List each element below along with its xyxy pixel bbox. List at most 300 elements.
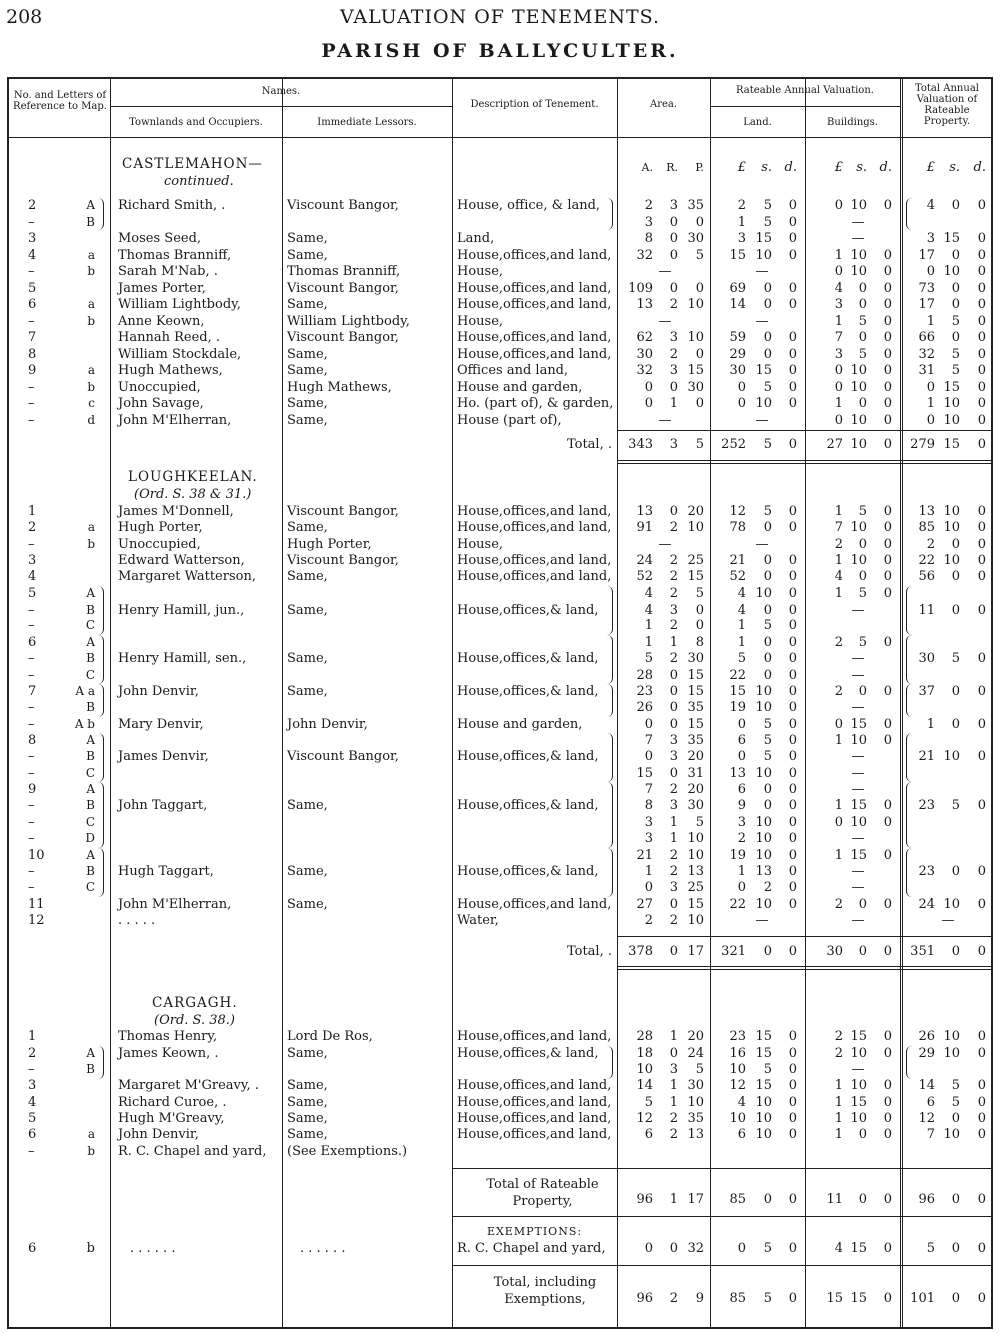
castlemahon-row-sub: b xyxy=(87,379,95,394)
loughkeelan-row-land: 6 xyxy=(737,733,746,748)
castlemahon-row-buildings-dash: — xyxy=(851,214,865,230)
castlemahon-row-total: 0 xyxy=(977,280,986,296)
loughkeelan-row-land: 78 xyxy=(729,520,746,535)
castlemahon-row-lessor: Thomas Branniff, xyxy=(287,264,401,279)
castlemahon-row-land: 15 xyxy=(755,363,772,378)
loughkeelan-row-land: 0 xyxy=(788,684,797,699)
loughkeelan-row-total: 0 xyxy=(977,717,986,732)
loughkeelan-row-area: 3 xyxy=(644,831,653,846)
cargagh-row-lessor: Same, xyxy=(287,1046,328,1061)
loughkeelan-row-land: 10 xyxy=(755,766,772,781)
loughkeelan-row-total: 21 xyxy=(918,749,935,764)
castlemahon-row-total: 5 xyxy=(951,346,960,362)
castlemahon-row-area: 0 xyxy=(644,396,653,411)
total-including-land: 85 xyxy=(729,1291,746,1306)
loughkeelan-row-no: 11 xyxy=(28,897,45,912)
loughkeelan-row-area: 1 xyxy=(644,864,653,879)
loughkeelan-row-land: 0 xyxy=(788,520,797,535)
total-including-buildings: 15 xyxy=(826,1291,843,1306)
castlemahon-row-total: 32 xyxy=(918,346,935,362)
cargagh-row-land: 10 xyxy=(755,1127,772,1142)
total-rateable-buildings: 0 xyxy=(858,1192,867,1207)
castlemahon-row-buildings: 0 xyxy=(883,396,892,411)
total-including-area: 2 xyxy=(669,1291,678,1306)
loughkeelan-row-area: 7 xyxy=(644,733,653,748)
loughkeelan-total-area: 0 xyxy=(669,944,678,959)
cargagh-row-buildings: 0 xyxy=(883,1111,892,1126)
total-including-area: 96 xyxy=(636,1291,653,1306)
loughkeelan-row-land: 0 xyxy=(788,586,797,601)
castlemahon-row-lessor: Hugh Mathews, xyxy=(287,379,392,395)
header-area: Area. xyxy=(649,99,678,110)
cargagh-row-description: House,offices,and land, xyxy=(457,1127,612,1142)
castlemahon-row-total: 0 xyxy=(977,363,986,378)
loughkeelan-row-land: 2 xyxy=(763,880,772,895)
loughkeelan-row-occupier: John Taggart, xyxy=(118,798,208,813)
loughkeelan-row-land: 0 xyxy=(788,635,797,650)
loughkeelan-row-area: 4 xyxy=(644,586,653,601)
castlemahon-row-description: House,offices,and land, xyxy=(457,247,612,263)
row-rule xyxy=(617,936,991,937)
cargagh-row-lessor: Same, xyxy=(287,1095,328,1110)
total-rateable-land: 0 xyxy=(763,1192,772,1207)
loughkeelan-row-no: – xyxy=(28,651,35,666)
exemption-description: R. C. Chapel and yard, xyxy=(457,1241,606,1256)
loughkeelan-row-total: 0 xyxy=(977,864,986,879)
cargagh-row-sub: a xyxy=(87,1127,95,1141)
loughkeelan-row-area: 15 xyxy=(687,569,704,584)
loughkeelan-row-land: 2 xyxy=(737,831,746,846)
exemption-land: 0 xyxy=(737,1241,746,1256)
total-rateable-total: 0 xyxy=(977,1192,986,1207)
castlemahon-row-land: 14 xyxy=(729,297,746,312)
loughkeelan-row-land: 3 xyxy=(737,815,746,830)
cargagh-row-buildings: 10 xyxy=(850,1078,867,1093)
loughkeelan-row-area: 8 xyxy=(695,635,704,650)
cargagh-row-buildings: 0 xyxy=(883,1078,892,1093)
loughkeelan-row-buildings: 0 xyxy=(883,798,892,813)
loughkeelan-row-buildings-dash: — xyxy=(851,603,865,618)
loughkeelan-row-land: 0 xyxy=(788,749,797,764)
castlemahon-row-area: 15 xyxy=(687,363,704,378)
castlemahon-row-area: 0 xyxy=(695,214,704,230)
loughkeelan-row-total: 11 xyxy=(918,603,935,618)
loughkeelan-row-total: 30 xyxy=(918,651,935,666)
loughkeelan-row-buildings-dash: — xyxy=(851,651,865,666)
row-rule xyxy=(452,1168,991,1169)
loughkeelan-row-total: 23 xyxy=(918,798,935,813)
section-title: CARGAGH. xyxy=(152,995,238,1011)
cargagh-row-total: 12 xyxy=(918,1111,935,1126)
loughkeelan-row-area: 0 xyxy=(644,880,653,895)
area-unit: P. xyxy=(695,161,704,174)
section-subtitle: (Ord. S. 38 & 31.) xyxy=(134,487,252,502)
castlemahon-row-land-dash: — xyxy=(755,313,769,329)
loughkeelan-row-land: 0 xyxy=(788,782,797,797)
castlemahon-row-no: 8 xyxy=(28,346,37,362)
castlemahon-row-total: 0 xyxy=(977,396,986,411)
exemption-area: 32 xyxy=(687,1241,704,1256)
castlemahon-row-occupier: James Porter, xyxy=(118,280,206,296)
loughkeelan-row-area: 25 xyxy=(687,553,704,568)
loughkeelan-row-total: 0 xyxy=(977,749,986,764)
loughkeelan-row-buildings: 0 xyxy=(883,733,892,748)
loughkeelan-row-description: House,offices,& land, xyxy=(457,603,599,618)
exemption-buildings: 0 xyxy=(883,1241,892,1256)
loughkeelan-row-area: 15 xyxy=(687,717,704,732)
loughkeelan-row-area: 27 xyxy=(636,897,653,912)
loughkeelan-row-occupier: James Denvir, xyxy=(118,749,209,764)
loughkeelan-row-area: 0 xyxy=(695,603,704,618)
cargagh-row-area: 18 xyxy=(636,1046,653,1061)
castlemahon-row-buildings: 0 xyxy=(858,280,867,296)
castlemahon-row-description: House (part of), xyxy=(457,412,562,428)
loughkeelan-row-land: 5 xyxy=(763,717,772,732)
castlemahon-row-area: 2 xyxy=(669,297,678,312)
cargagh-row-buildings: 10 xyxy=(850,1111,867,1126)
castlemahon-row-land: 29 xyxy=(729,346,746,362)
castlemahon-row-description: House, xyxy=(457,313,504,329)
loughkeelan-row-total: 2 xyxy=(926,537,935,552)
loughkeelan-total-area: 17 xyxy=(687,944,704,959)
loughkeelan-row-area: 20 xyxy=(687,749,704,764)
loughkeelan-row-total: 22 xyxy=(918,553,935,568)
loughkeelan-row-no: – xyxy=(28,864,35,879)
castlemahon-row-total: 5 xyxy=(951,363,960,378)
money-unit: d. xyxy=(879,160,892,175)
castlemahon-row-description: House,offices,and land, xyxy=(457,297,612,312)
loughkeelan-row-land: 10 xyxy=(755,848,772,863)
loughkeelan-total-total: 0 xyxy=(977,944,986,959)
castlemahon-row-lessor: Same, xyxy=(287,363,328,378)
loughkeelan-row-area: 1 xyxy=(644,635,653,650)
total-including-land: 5 xyxy=(763,1291,772,1306)
loughkeelan-total-area: 378 xyxy=(628,944,653,959)
group-brace xyxy=(606,1046,613,1079)
loughkeelan-row-occupier: Edward Watterson, xyxy=(118,553,245,568)
exemption-land: 5 xyxy=(763,1241,772,1256)
castlemahon-row-buildings: 0 xyxy=(883,280,892,296)
cargagh-row-area: 5 xyxy=(644,1095,653,1110)
loughkeelan-row-no: 5 xyxy=(28,586,37,601)
castlemahon-row-buildings: 0 xyxy=(883,346,892,362)
castlemahon-row-buildings: 10 xyxy=(850,247,867,263)
castlemahon-row-buildings: 0 xyxy=(858,297,867,312)
loughkeelan-total-total: 0 xyxy=(951,944,960,959)
cargagh-row-lessor: Same, xyxy=(287,1111,328,1126)
loughkeelan-row-lessor: Same, xyxy=(287,520,328,535)
loughkeelan-row-description: House,offices,& land, xyxy=(457,798,599,813)
castlemahon-row-area: 0 xyxy=(669,247,678,263)
castlemahon-row-buildings: 3 xyxy=(834,346,843,362)
row-rule xyxy=(110,106,452,107)
castlemahon-row-occupier: Richard Smith, . xyxy=(118,198,226,213)
exemption-no: 6 xyxy=(28,1241,37,1256)
loughkeelan-row-area: 31 xyxy=(687,766,704,781)
castlemahon-total-land: 252 xyxy=(721,437,746,452)
castlemahon-row-area: 13 xyxy=(636,297,653,312)
loughkeelan-row-buildings: 0 xyxy=(858,537,867,552)
total-including-land: 0 xyxy=(788,1291,797,1306)
loughkeelan-row-no: – xyxy=(28,766,35,781)
loughkeelan-row-land: 0 xyxy=(788,848,797,863)
loughkeelan-row-occupier: . . . . . xyxy=(118,913,156,928)
group-brace xyxy=(97,782,104,848)
castlemahon-row-occupier: Thomas Branniff, xyxy=(118,247,232,263)
loughkeelan-row-area: 35 xyxy=(687,700,704,715)
loughkeelan-row-buildings: 10 xyxy=(850,520,867,535)
area-unit: A. xyxy=(641,161,653,174)
castlemahon-row-land: 0 xyxy=(788,330,797,345)
loughkeelan-row-buildings: 0 xyxy=(883,815,892,830)
loughkeelan-row-buildings: 7 xyxy=(834,520,843,535)
loughkeelan-row-description: House,offices,& land, xyxy=(457,651,599,666)
loughkeelan-row-area: 2 xyxy=(669,569,678,584)
loughkeelan-row-no: 3 xyxy=(28,553,37,568)
loughkeelan-row-area: 0 xyxy=(644,717,653,732)
loughkeelan-row-buildings: 0 xyxy=(883,897,892,912)
cargagh-row-land: 4 xyxy=(737,1095,746,1110)
castlemahon-row-area: 109 xyxy=(628,280,653,296)
castlemahon-row-no: – xyxy=(28,396,35,411)
group-brace xyxy=(906,1046,913,1079)
castlemahon-row-lessor: Same, xyxy=(287,412,328,428)
castlemahon-total-total: 279 xyxy=(910,437,935,452)
loughkeelan-row-area: 2 xyxy=(669,618,678,633)
castlemahon-row-total: 66 xyxy=(918,330,935,345)
loughkeelan-row-buildings: 1 xyxy=(834,848,843,863)
loughkeelan-row-land: 5 xyxy=(737,651,746,666)
castlemahon-row-land: 0 xyxy=(763,297,772,312)
loughkeelan-row-buildings: 1 xyxy=(834,798,843,813)
row-rule xyxy=(452,1265,991,1266)
cargagh-row-area: 12 xyxy=(636,1111,653,1126)
cargagh-row-buildings-dash: — xyxy=(851,1062,865,1077)
cargagh-row-land: 5 xyxy=(763,1062,772,1077)
cargagh-row-land: 0 xyxy=(788,1062,797,1077)
total-rateable-total: 0 xyxy=(951,1192,960,1207)
loughkeelan-row-land: 0 xyxy=(788,766,797,781)
loughkeelan-row-total: 0 xyxy=(951,569,960,584)
loughkeelan-row-area: 0 xyxy=(695,618,704,633)
loughkeelan-total-buildings: 30 xyxy=(826,944,843,959)
group-brace xyxy=(97,586,104,635)
castlemahon-row-buildings: 5 xyxy=(858,346,867,362)
exemption-land: 0 xyxy=(788,1241,797,1256)
loughkeelan-row-land: 0 xyxy=(788,897,797,912)
cargagh-row-buildings: 1 xyxy=(834,1095,843,1110)
loughkeelan-row-description: House and garden, xyxy=(457,717,583,732)
loughkeelan-row-land: 6 xyxy=(737,782,746,797)
loughkeelan-row-lessor: Same, xyxy=(287,651,328,666)
loughkeelan-row-total: 0 xyxy=(951,684,960,699)
castlemahon-row-area: 5 xyxy=(695,247,704,263)
section-title: CASTLEMAHON— xyxy=(122,156,263,172)
cargagh-row-area: 13 xyxy=(687,1127,704,1142)
castlemahon-row-lessor: Same, xyxy=(287,297,328,312)
loughkeelan-row-area: 5 xyxy=(695,586,704,601)
cargagh-row-occupier: Richard Curoe, . xyxy=(118,1095,227,1110)
castlemahon-row-total: 0 xyxy=(977,264,986,279)
loughkeelan-row-sub: B xyxy=(86,798,95,812)
cargagh-row-no: – xyxy=(28,1144,35,1159)
loughkeelan-row-land: 10 xyxy=(755,684,772,699)
loughkeelan-row-land: 0 xyxy=(763,782,772,797)
castlemahon-row-area: 32 xyxy=(636,247,653,263)
castlemahon-row-area: 62 xyxy=(636,330,653,345)
castlemahon-row-total: 0 xyxy=(977,313,986,329)
castlemahon-row-occupier: Hannah Reed, . xyxy=(118,330,220,345)
loughkeelan-row-occupier: John M'Elherran, xyxy=(118,897,232,912)
column-rule xyxy=(710,79,711,1327)
cargagh-row-total: 14 xyxy=(918,1078,935,1093)
header-rateable: Rateable Annual Valuation. xyxy=(736,85,874,96)
group-brace xyxy=(606,586,613,635)
group-brace xyxy=(606,635,613,684)
cargagh-row-total: 5 xyxy=(951,1095,960,1110)
loughkeelan-row-buildings: 0 xyxy=(858,897,867,912)
loughkeelan-row-area: 10 xyxy=(687,520,704,535)
castlemahon-row-occupier: John M'Elherran, xyxy=(118,412,232,428)
castlemahon-row-buildings: 1 xyxy=(834,247,843,263)
loughkeelan-row-lessor: Viscount Bangor, xyxy=(287,553,399,568)
castlemahon-row-total: 17 xyxy=(918,297,935,312)
castlemahon-row-occupier: Moses Seed, xyxy=(118,231,202,246)
loughkeelan-row-land: 0 xyxy=(763,520,772,535)
castlemahon-row-land: 15 xyxy=(755,231,772,246)
cargagh-row-buildings: 15 xyxy=(850,1029,867,1044)
loughkeelan-row-area: 52 xyxy=(636,569,653,584)
loughkeelan-total-buildings: 0 xyxy=(883,944,892,959)
castlemahon-row-buildings: 0 xyxy=(834,412,843,428)
loughkeelan-row-sub: C xyxy=(85,618,95,632)
castlemahon-row-area: 0 xyxy=(695,396,704,411)
loughkeelan-row-total: 0 xyxy=(977,897,986,912)
castlemahon-row-area: 30 xyxy=(687,231,704,246)
loughkeelan-row-sub: A xyxy=(86,848,95,862)
castlemahon-row-buildings: 10 xyxy=(850,198,867,213)
cargagh-row-occupier: Hugh M'Greavy, xyxy=(118,1111,225,1126)
total-including-total: 101 xyxy=(910,1291,935,1306)
castlemahon-row-lessor: Viscount Bangor, xyxy=(287,198,399,213)
group-brace xyxy=(97,635,104,684)
cargagh-row-description: House,offices,and land, xyxy=(457,1078,612,1093)
cargagh-row-no: 1 xyxy=(28,1029,37,1044)
castlemahon-row-land: 0 xyxy=(763,330,772,345)
loughkeelan-row-area: 25 xyxy=(687,880,704,895)
castlemahon-row-total: 10 xyxy=(943,396,960,411)
cargagh-row-occupier: Thomas Henry, xyxy=(118,1029,218,1044)
loughkeelan-row-buildings: 0 xyxy=(834,717,843,732)
cargagh-row-description: House,offices,and land, xyxy=(457,1095,612,1110)
castlemahon-row-area: 0 xyxy=(669,379,678,395)
loughkeelan-row-total: 24 xyxy=(918,897,935,912)
cargagh-row-area: 1 xyxy=(669,1095,678,1110)
loughkeelan-row-buildings: 1 xyxy=(834,586,843,601)
header-names: Names. xyxy=(261,86,301,97)
loughkeelan-row-land: 0 xyxy=(788,700,797,715)
loughkeelan-row-land: 19 xyxy=(729,848,746,863)
castlemahon-row-no: – xyxy=(28,214,35,230)
loughkeelan-total-label: Total, . xyxy=(566,944,612,959)
castlemahon-row-total: 0 xyxy=(977,198,986,213)
parish-heading: PARISH OF BALLYCULTER. xyxy=(321,40,679,62)
loughkeelan-row-sub: C xyxy=(85,880,95,894)
loughkeelan-row-area: 2 xyxy=(669,520,678,535)
loughkeelan-row-buildings: 0 xyxy=(834,815,843,830)
loughkeelan-row-area-dash: — xyxy=(658,537,672,552)
cargagh-row-occupier: James Keown, . xyxy=(118,1046,219,1061)
castlemahon-row-area: 30 xyxy=(636,346,653,362)
loughkeelan-row-total: 0 xyxy=(977,684,986,699)
money-unit: s. xyxy=(856,160,867,175)
cargagh-row-buildings: 15 xyxy=(850,1095,867,1110)
loughkeelan-row-area: 3 xyxy=(669,733,678,748)
loughkeelan-row-buildings: 5 xyxy=(858,635,867,650)
castlemahon-row-sub: d xyxy=(87,412,95,427)
castlemahon-row-no: 5 xyxy=(28,280,37,296)
cargagh-row-total: 0 xyxy=(951,1111,960,1126)
loughkeelan-row-area: 7 xyxy=(644,782,653,797)
loughkeelan-row-description: House,offices,& land, xyxy=(457,864,599,879)
castlemahon-row-total: 0 xyxy=(977,412,986,428)
loughkeelan-row-area: 0 xyxy=(644,749,653,764)
cargagh-row-area: 5 xyxy=(695,1062,704,1077)
loughkeelan-row-lessor: Same, xyxy=(287,864,328,879)
castlemahon-row-land: 0 xyxy=(788,396,797,411)
loughkeelan-row-sub: B xyxy=(86,603,95,617)
castlemahon-row-land: 3 xyxy=(737,231,746,246)
loughkeelan-row-total: 10 xyxy=(943,520,960,535)
loughkeelan-row-total: 0 xyxy=(977,651,986,666)
castlemahon-row-area: 3 xyxy=(669,330,678,345)
castlemahon-row-occupier: Sarah M'Nab, . xyxy=(118,264,218,279)
cargagh-row-land: 15 xyxy=(755,1046,772,1061)
group-brace xyxy=(606,782,613,848)
loughkeelan-row-buildings: 0 xyxy=(883,569,892,584)
castlemahon-row-total: 0 xyxy=(951,330,960,345)
castlemahon-row-land: 0 xyxy=(763,346,772,362)
loughkeelan-row-occupier: Margaret Watterson, xyxy=(118,569,256,584)
castlemahon-row-total: 15 xyxy=(943,379,960,395)
loughkeelan-row-land: 0 xyxy=(763,668,772,683)
loughkeelan-row-area: 26 xyxy=(636,700,653,715)
loughkeelan-row-land: 0 xyxy=(788,569,797,584)
loughkeelan-row-buildings-dash: — xyxy=(851,913,865,928)
castlemahon-row-occupier: William Lightbody, xyxy=(118,297,241,312)
loughkeelan-row-buildings: 0 xyxy=(883,684,892,699)
header-buildings: Buildings. xyxy=(827,117,878,128)
castlemahon-row-lessor: Viscount Bangor, xyxy=(287,280,399,296)
loughkeelan-row-land: 0 xyxy=(788,815,797,830)
loughkeelan-row-sub: C xyxy=(85,668,95,682)
loughkeelan-row-sub: B xyxy=(86,651,95,665)
castlemahon-row-land: 2 xyxy=(737,198,746,213)
castlemahon-row-land: 0 xyxy=(788,280,797,296)
loughkeelan-row-occupier: James M'Donnell, xyxy=(118,504,234,519)
loughkeelan-row-area: 15 xyxy=(687,668,704,683)
cargagh-row-land: 12 xyxy=(729,1078,746,1093)
castlemahon-row-total: 0 xyxy=(951,247,960,263)
loughkeelan-row-occupier: John Denvir, xyxy=(118,684,199,699)
castlemahon-row-no: – xyxy=(28,412,35,428)
castlemahon-row-land: 5 xyxy=(763,198,772,213)
loughkeelan-row-sub: C xyxy=(85,766,95,780)
castlemahon-row-no: 4 xyxy=(28,247,37,263)
castlemahon-row-no: 7 xyxy=(28,330,37,345)
loughkeelan-row-buildings: 1 xyxy=(834,553,843,568)
castlemahon-row-description: House,offices,and land, xyxy=(457,280,612,296)
